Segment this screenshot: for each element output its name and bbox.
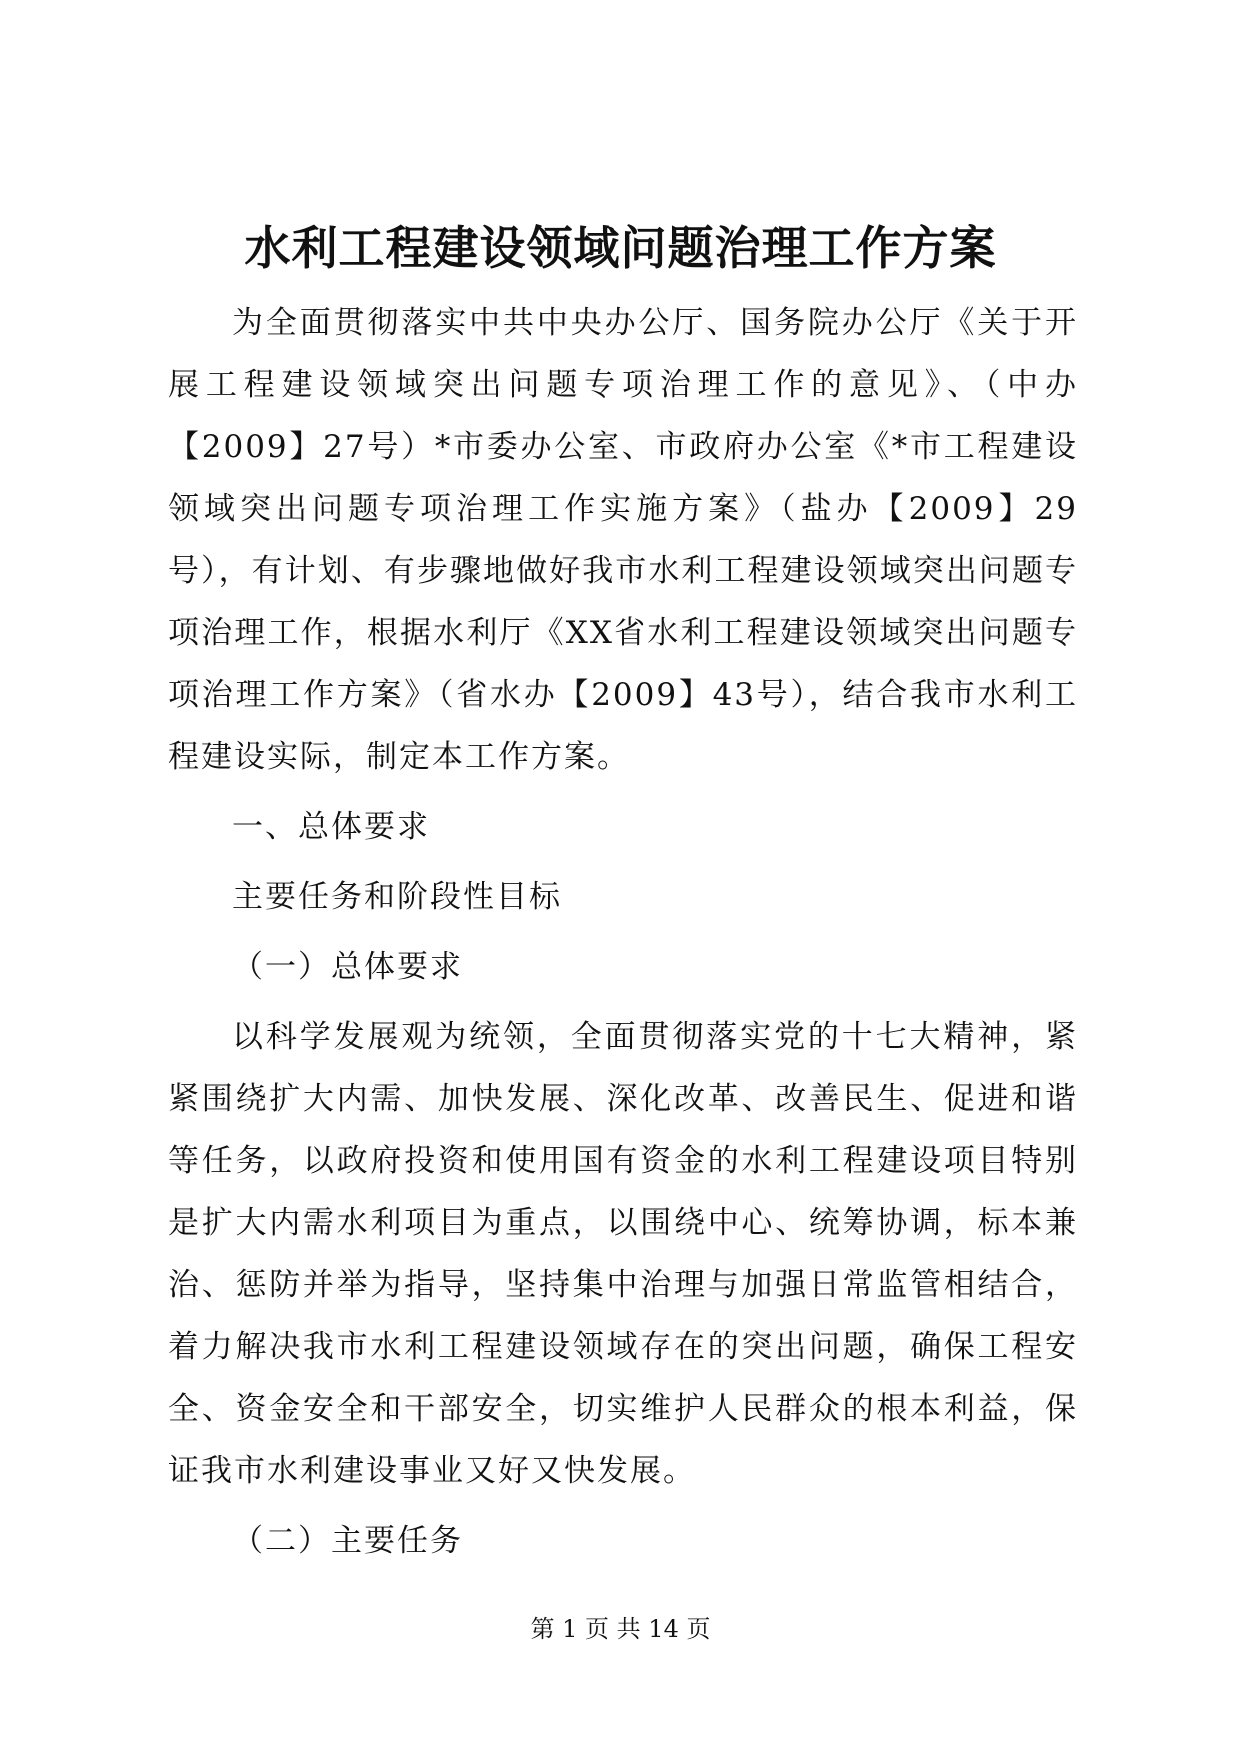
intro-paragraph: 为全面贯彻落实中共中央办公厅、国务院办公厅《关于开展工程建设领域突出问题专项治理工作的意见》、（中办【2009】27号）*市委办公室、市政府办公室《*市工程建设领域突出问题专项治理工作实施方案》（盐办【2009】29号），有计划、有步骤地做好我市水利工程建设领域突出问题专项治理工作，根据水利厅《XX省水利工程建设领域突出问题专项治理工作方案》（省水办【2009】43号），结合我市水利工程建设实际，制定本工作方案。 — [168, 305, 1078, 775]
section-heading-general-requirements: 一、总体要求 — [232, 809, 430, 845]
section-subtitle-tasks-goals: 主要任务和阶段性目标 — [232, 879, 562, 915]
general-requirements-paragraph: 以科学发展观为统领，全面贯彻落实党的十七大精神，紧紧围绕扩大内需、加快发展、深化改革、改善民生、促进和谐等任务，以政府投资和使用国有资金的水利工程建设项目特别是扩大内需水利项目为重点，以围绕中心、统筹协调，标本兼治、惩防并举为指导，坚持集中治理与加强日常监管相结合，着力解决我市水利工程建设领域存在的突出问题，确保工程安全、资金安全和干部安全，切实维护人民群众的根本利益，保证我市水利建设事业又好又快发展。 — [168, 1019, 1078, 1489]
page-number-label: 第 1 页 共 14 页 — [530, 1615, 711, 1643]
page-footer — [0, 1613, 1241, 1645]
document-title: 水利工程建设领域问题治理工作方案 — [244, 221, 997, 275]
subsection-heading-1: （一）总体要求 — [232, 949, 463, 985]
document-body — [168, 292, 1078, 1572]
subsection-heading-2: （二）主要任务 — [232, 1523, 463, 1559]
